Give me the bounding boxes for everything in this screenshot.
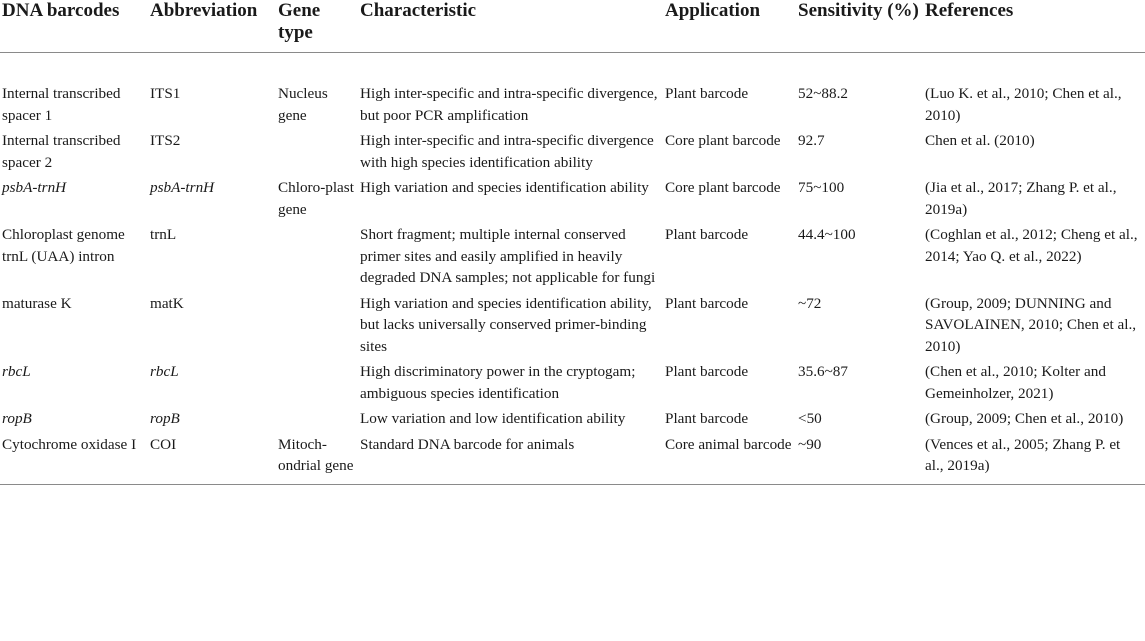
cell-application: Plant barcode (665, 410, 749, 427)
cell-dna-barcode: Cytochrome oxidase I (2, 435, 137, 453)
cell-gene-type: Nucleus gene (278, 85, 328, 124)
cell-application: Core animal barcode (665, 435, 792, 453)
cell-abbreviation: ITS1 (150, 85, 181, 102)
cell-references: (Vences et al., 2005; Zhang P. et al., 2019a) (925, 435, 1121, 474)
cell-gene-type (276, 408, 358, 434)
cell-sensitivity: 35.6~87 (798, 363, 848, 380)
header-references: References (925, 0, 1014, 21)
cell-characteristic: High inter-specific and intra-specific divergence, but poor PCR amplification (360, 85, 658, 124)
cell-sensitivity: 44.4~100 (798, 226, 856, 243)
cell-gene-type: Chloro-plast gene (278, 179, 354, 218)
cell-application: Plant barcode (665, 363, 749, 380)
table-row (0, 293, 1145, 362)
cell-gene-type (276, 293, 358, 362)
cell-dna-barcode: psbA-trnH (2, 179, 67, 196)
table-row (0, 361, 1145, 408)
table-row (0, 434, 1145, 485)
table-row (0, 130, 1145, 177)
cell-characteristic: High variation and species identification ability, but lacks universally conserved primer-binding sites (360, 294, 652, 355)
cell-application: Plant barcode (665, 85, 749, 102)
cell-sensitivity: <50 (798, 410, 822, 427)
cell-references: Chen et al. (2010) (925, 132, 1035, 149)
cell-gene-type (276, 361, 358, 408)
cell-abbreviation: COI (150, 435, 177, 453)
cell-references: (Chen et al., 2010; Kolter and Gemeinholzer, 2021) (925, 363, 1106, 402)
cell-application: Plant barcode (665, 294, 749, 312)
cell-sensitivity: 92.7 (798, 132, 825, 149)
cell-abbreviation: ITS2 (150, 132, 181, 149)
cell-references: (Luo K. et al., 2010; Chen et al., 2010) (925, 85, 1122, 124)
cell-application: Core plant barcode (665, 132, 781, 149)
cell-gene-type (276, 130, 358, 177)
cell-application: Plant barcode (665, 226, 749, 243)
header-characteristic: Characteristic (360, 0, 477, 21)
cell-abbreviation: matK (150, 294, 184, 312)
header-gene-type: Gene type (278, 0, 321, 43)
cell-sensitivity: ~90 (798, 435, 822, 453)
cell-characteristic: High discriminatory power in the cryptogam; ambiguous species identification (360, 363, 636, 402)
header-dna-barcodes: DNA barcodes (2, 0, 120, 21)
cell-dna-barcode: ropB (2, 410, 32, 427)
cell-dna-barcode: rbcL (2, 363, 31, 380)
cell-abbreviation: trnL (150, 226, 177, 243)
cell-gene-type (276, 224, 358, 293)
cell-characteristic: High inter-specific and intra-specific divergence with high species identification ability (360, 132, 654, 171)
cell-characteristic: Standard DNA barcode for animals (360, 435, 575, 453)
cell-dna-barcode: Internal transcribed spacer 2 (2, 132, 121, 171)
cell-references: (Group, 2009; Chen et al., 2010) (925, 410, 1124, 427)
cell-sensitivity: 52~88.2 (798, 85, 848, 102)
table-row (0, 224, 1145, 293)
cell-abbreviation: psbA-trnH (150, 179, 215, 196)
cell-characteristic: Low variation and low identification ability (360, 410, 626, 427)
cell-sensitivity: 75~100 (798, 179, 845, 196)
header-abbreviation: Abbreviation (150, 0, 258, 21)
cell-characteristic: Short fragment; multiple internal conserved primer sites and easily amplified in heavily degraded DNA samples; not applicable for fungi (360, 226, 656, 286)
table-row (0, 53, 1145, 131)
cell-abbreviation: ropB (150, 410, 180, 427)
cell-references: (Jia et al., 2017; Zhang P. et al., 2019a) (925, 179, 1117, 218)
cell-characteristic: High variation and species identification ability (360, 179, 649, 196)
table-row (0, 177, 1145, 224)
header-sensitivity: Sensitivity (%) (798, 0, 919, 21)
cell-sensitivity: ~72 (798, 294, 822, 312)
cell-dna-barcode: maturase K (2, 294, 72, 312)
header-row (0, 0, 1145, 53)
cell-gene-type: Mitoch-ondrial gene (278, 435, 354, 474)
cell-abbreviation: rbcL (150, 363, 179, 380)
cell-dna-barcode: Chloroplast genome trnL (UAA) intron (2, 226, 125, 265)
cell-references: (Group, 2009; DUNNING and SAVOLAINEN, 2010; Chen et al., 2010) (925, 294, 1137, 355)
table-row (0, 408, 1145, 434)
cell-references: (Coghlan et al., 2012; Cheng et al., 2014; Yao Q. et al., 2022) (925, 226, 1138, 265)
header-application: Application (665, 0, 761, 21)
cell-dna-barcode: Internal transcribed spacer 1 (2, 85, 121, 124)
cell-application: Core plant barcode (665, 179, 781, 196)
